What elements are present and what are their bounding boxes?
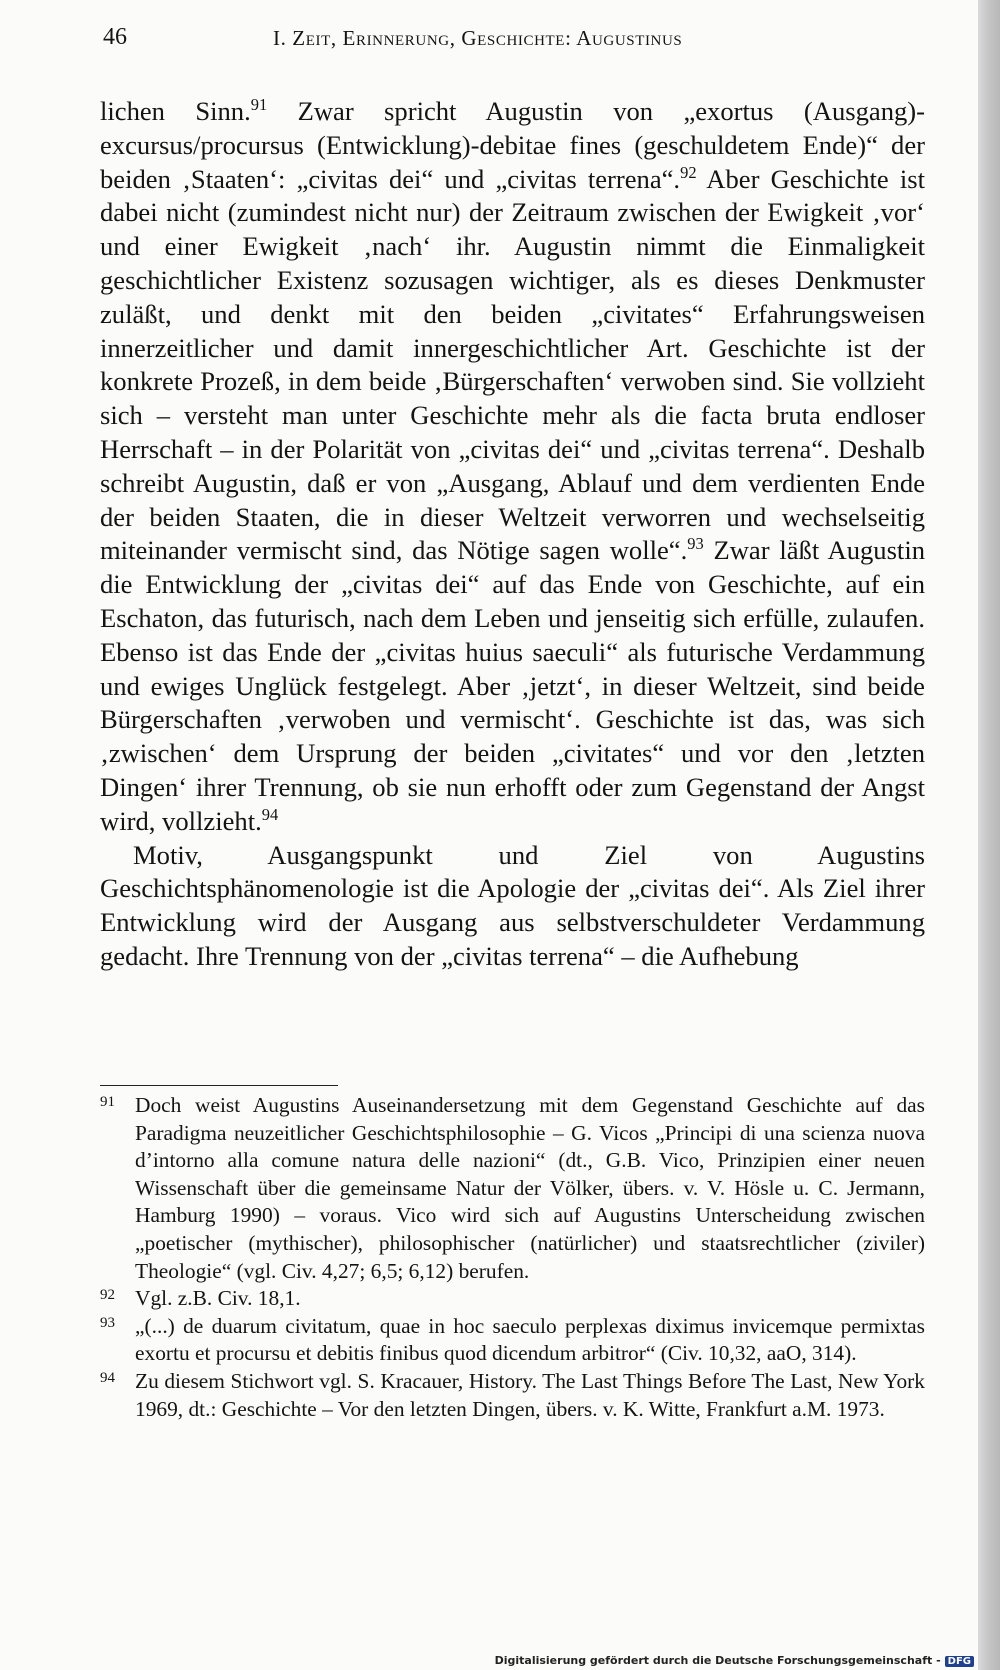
footnote-text: „(...) de duarum civitatum, quae in hoc saeculo perplexas diximus invicemque permixtas exortu et procursu et debitis finibus quod dicendum arbitror“ (Civ. 10,32, aaO, 314). xyxy=(135,1313,925,1366)
page-edge-shadow xyxy=(978,0,1000,1670)
paragraph-2: Motiv, Ausgangspunkt und Ziel von Augustins Geschichtsphänomenologie ist die Apologie der „civitas dei“. Als Ziel ihrer Entwicklung wird der Ausgang aus selbstverschuldeter Verdammung gedacht. Ihre Trennung von der „civitas terrena“ – die Aufhebung xyxy=(100,839,925,971)
footnote-text: Doch weist Augustins Auseinandersetzung mit dem Gegenstand Geschichte auf das Paradigma neuzeitlicher Geschichtsphilosophie – G. Vicos „Principi di una scienza nuova d’intorno alla comune natura delle nazioni“ (dt., G.B. Vico, Prinzipien einer neuen Wissenschaft über die gemeinsame Natur der Völker, übers. v. V. Hösle u. C. Jermann, Hamburg 1990) – voraus. Vico wird sich auf Augustins Unterscheidung zwischen „poetischer (mythischer), philosophischer (natürlicher) und staatsrechtlicher (ziviler) Theologie“ (vgl. Civ. 4,27; 6,5; 6,12) berufen. xyxy=(135,1093,925,1283)
main-text xyxy=(100,95,925,974)
digitization-footer xyxy=(495,1654,974,1667)
footnote-93 xyxy=(100,1313,925,1368)
paragraph-1 xyxy=(100,95,925,839)
dfg-logo: DFG xyxy=(945,1656,974,1667)
footnote-ref-92: 92 xyxy=(680,162,697,182)
footnote-ref-93: 93 xyxy=(687,534,704,554)
text-segment: Aber Geschichte ist dabei nicht (zumindest nicht nur) der Zeitraum zwischen der Ewigkeit ‚vor‘ und einer Ewigkeit ‚nach‘ ihr. Augustin nimmt die Einmaligkeit geschichtlicher Existenz sozusagen wichtiger, als es dieses Denkmuster zuläßt, und denkt mit den beiden „civitates“ Erfahrungsweisen innerzeitlicher und damit innergeschichtlicher Art. Geschichte ist der konkrete Prozeß, in dem beide ‚Bürgerschaften‘ verwoben sind. Sie vollzieht sich – versteht man unter Geschichte mehr als die facta bruta endloser Herrschaft – in der Polarität von „civitas dei“ und „civitas terrena“. Deshalb schreibt Augustin, daß er von „Ausgang, Ablauf und dem verdienten Ende der beiden Staaten, die in dieser Weltzeit verworren und wechselseitig miteinander vermischt sind, das Nötige sagen wolle“. xyxy=(100,163,926,566)
running-head: I. Zeit, Erinnerung, Geschichte: Augustinus xyxy=(273,26,683,50)
footnote-91 xyxy=(100,1092,925,1285)
text-segment: Zwar läßt Augustin die Entwicklung der „civitas dei“ auf das Ende von Geschichte, auf ein Eschaton, das futurisch, nach dem Leben und jenseitig sich erfülle, zulaufen. Ebenso ist das Ende der „civitas huius saeculi“ als futurische Verdammung und ewiges Unglück festgelegt. Aber ‚jetzt‘, in dieser Weltzeit, sind beide Bürgerschaften ‚verwoben und vermischt‘. Geschichte ist das, was sich ‚zwischen‘ dem Ursprung der beiden „civitates“ und vor den ‚letzten Dingen‘ ihrer Trennung, ob sie nun erhofft oder zum Gegenstand der Angst wird, vollzieht. xyxy=(100,535,926,836)
footnote-94 xyxy=(100,1368,925,1423)
page-number: 46 xyxy=(103,24,127,50)
footnote-separator xyxy=(100,1085,338,1086)
footnote-ref-91: 91 xyxy=(250,94,268,114)
footnote-text: Zu diesem Stichwort vgl. S. Kracauer, History. The Last Things Before The Last, New York 1969, dt.: Geschichte – Vor den letzten Dingen, übers. v. K. Witte, Frankfurt a.M. 1973. xyxy=(135,1368,925,1421)
footnote-92 xyxy=(100,1285,925,1313)
footer-text: Digitalisierung gefördert durch die Deutsche Forschungsgemeinschaft - xyxy=(494,1654,941,1667)
page-header xyxy=(103,24,900,64)
footnote-ref-94: 94 xyxy=(261,804,279,824)
text-segment: Zwar spricht Augustin von „exortus (Ausgang)-excursus/procursus (Entwicklung)-debitae fines (geschuldetem Ende)“ der beiden ‚Staaten‘: „civitas dei“ und „civitas terrena“. xyxy=(100,96,925,194)
footnote-text: Vgl. z.B. Civ. 18,1. xyxy=(135,1286,301,1311)
text-segment: lichen Sinn. xyxy=(100,96,251,126)
footnote-number: 93 xyxy=(100,1314,115,1331)
footnotes xyxy=(100,1092,925,1423)
footnote-number: 94 xyxy=(100,1369,115,1386)
footnote-number: 92 xyxy=(100,1287,115,1304)
footnote-number: 91 xyxy=(100,1094,115,1110)
